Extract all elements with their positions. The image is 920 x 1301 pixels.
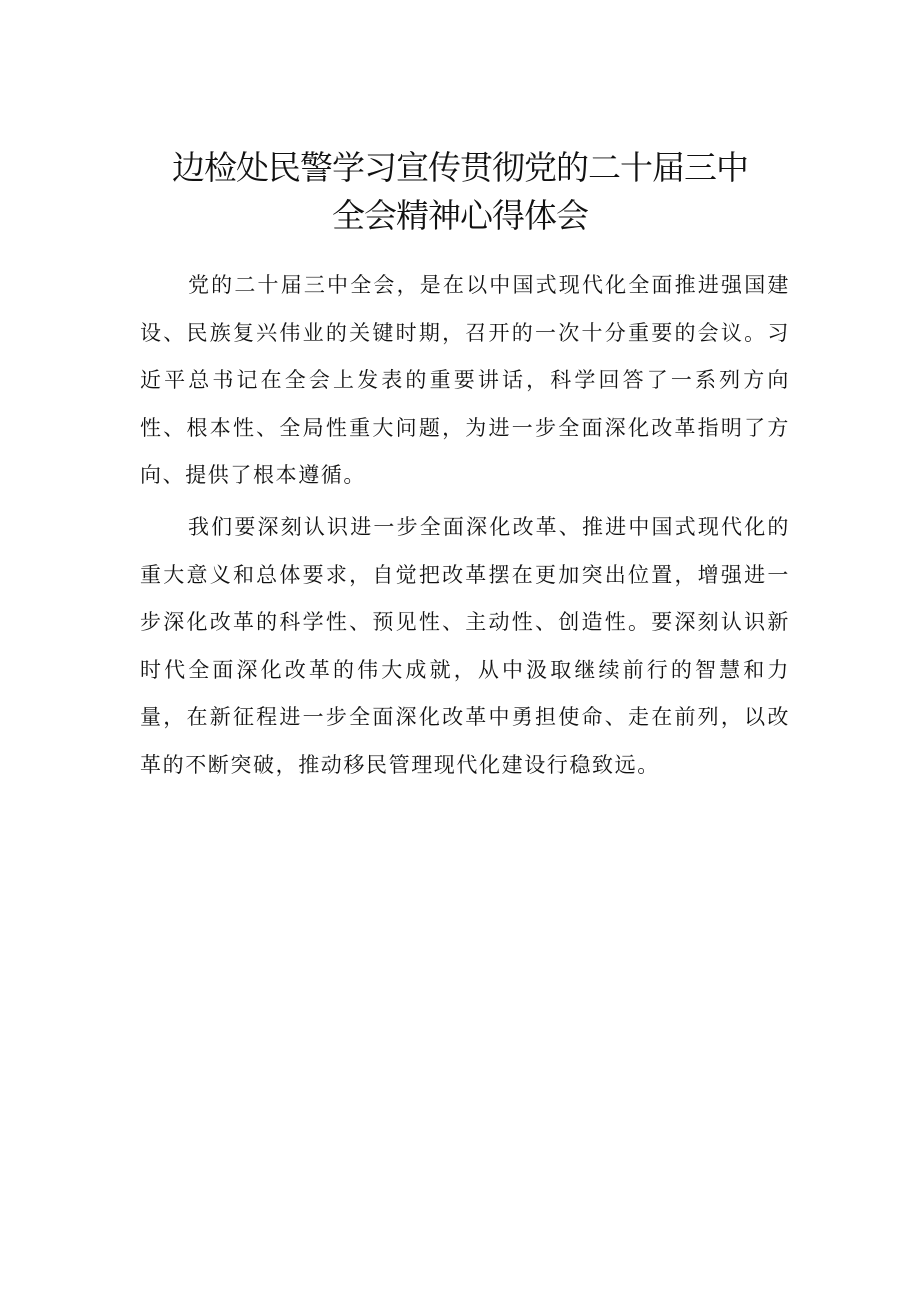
document-title bbox=[0, 144, 920, 240]
title-line-1: 边检处民警学习宣传贯彻党的二十届三中 bbox=[172, 148, 748, 187]
paragraph-2: 我们要深刻认识进一步全面深化改革、推进中国式现代化的重大意义和总体要求，自觉把改革摆在更加突出位置，增强进一步深化改革的科学性、预见性、主动性、创造性。要深刻认识新时代全面深化改革的伟大成就，从中汲取继续前行的智慧和力量，在新征程进一步全面深化改革中勇担使命、走在前列，以改革的不断突破，推动移民管理现代化建设行稳致远。 bbox=[140, 515, 790, 777]
title-line-2: 全会精神心得体会 bbox=[332, 196, 588, 235]
paragraph-1: 党的二十届三中全会，是在以中国式现代化全面推进强国建设、民族复兴伟业的关键时期，召开的一次十分重要的会议。习近平总书记在全会上发表的重要讲话，科学回答了一系列方向性、根本性、全局性重大问题，为进一步全面深化改革指明了方向、提供了根本遵循。 bbox=[140, 273, 790, 487]
